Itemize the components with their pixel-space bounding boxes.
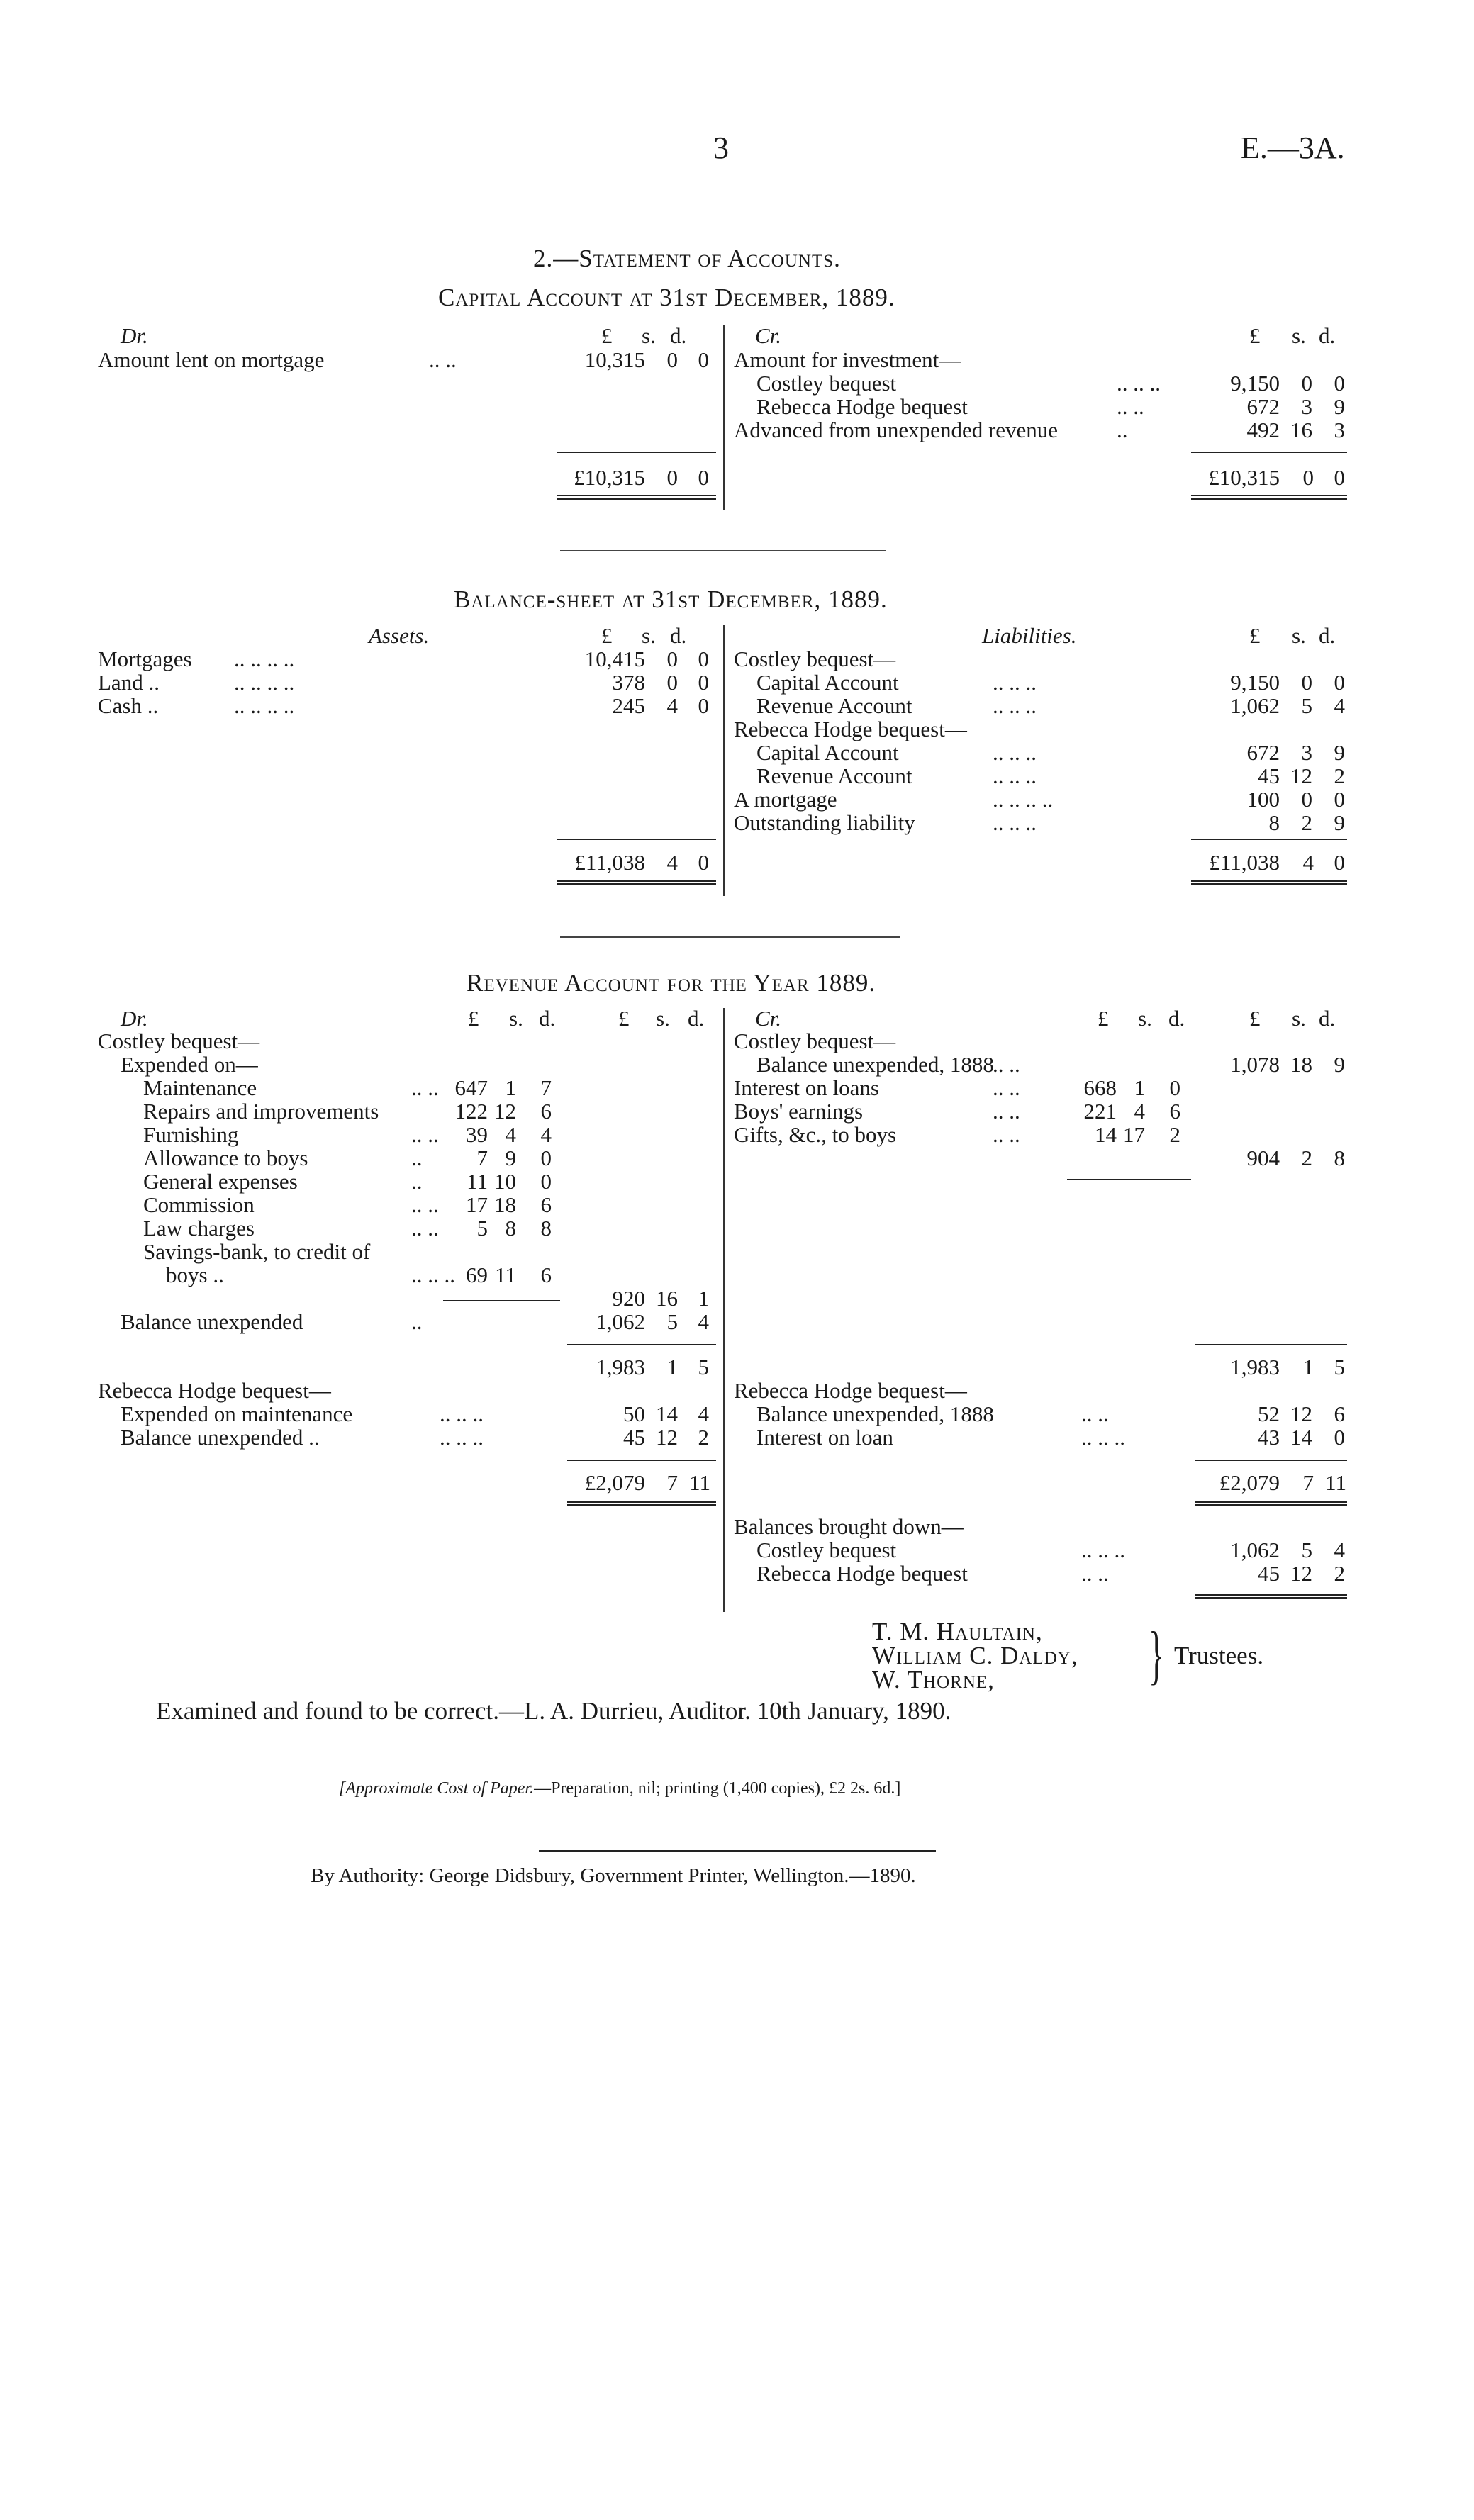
inner-pence: 0 [1169, 1075, 1180, 1100]
col-pence: d. [688, 1006, 705, 1031]
leader-dots: .. [411, 1146, 423, 1170]
leader-dots: .. .. .. .. [993, 787, 1054, 812]
trustee-name: W. Thorne, [872, 1666, 995, 1693]
capital-left-total-shillings: 0 [666, 465, 678, 490]
col-pound: £ [1098, 1006, 1109, 1031]
inner-pence: 8 [540, 1216, 552, 1241]
trustee-name: T. M. Haultain, [872, 1618, 1043, 1645]
outer-pence: 8 [1334, 1146, 1345, 1170]
leader-dots: .. .. [429, 347, 457, 372]
outer-pounds: 45 [623, 1425, 645, 1450]
row-label: Amount for investment— [734, 347, 961, 372]
outer-shillings: 12 [656, 1425, 678, 1450]
inner-pence: 6 [540, 1099, 552, 1124]
amount-pounds: 10,415 [584, 646, 645, 671]
amount-pence: 0 [698, 646, 709, 671]
col-shillings: s. [1292, 623, 1306, 648]
capital-left-double-rule [557, 495, 716, 500]
amount-pounds: 245 [612, 693, 645, 718]
cost-note-text: —Preparation, nil; printing (1,400 copies), £2 2s. 6d.] [534, 1779, 901, 1798]
inner-shillings: 1 [1134, 1075, 1145, 1100]
brought-down-double-rule [1195, 1594, 1347, 1599]
col-shillings: s. [509, 1006, 523, 1031]
outer-pounds: 50 [623, 1401, 645, 1426]
amount-pounds: 672 [1246, 740, 1280, 765]
balance-left-total-shillings: 4 [666, 850, 678, 875]
inner-pounds: 69 [466, 1262, 488, 1287]
outer-pence: 4 [698, 1401, 709, 1426]
col-pound: £ [468, 1006, 479, 1031]
inner-pounds: 39 [466, 1122, 488, 1147]
inner-pence: 6 [1169, 1099, 1180, 1124]
leader-dots: .. .. [411, 1122, 439, 1147]
leader-dots: .. .. .. [1117, 371, 1161, 396]
inner-shillings: 4 [1134, 1099, 1145, 1124]
outer-pence: 4 [1334, 1538, 1345, 1562]
footer-rule [539, 1850, 936, 1852]
amount-pounds: 672 [1246, 394, 1280, 419]
revenue-right-subtotal-shillings: 1 [1302, 1355, 1314, 1379]
outer-shillings: 5 [1301, 1538, 1312, 1562]
outer-pence: 6 [1334, 1401, 1345, 1426]
balance-right-total-pence: 0 [1334, 850, 1345, 875]
capital-title: Capital Account at 31st December, 1889. [438, 284, 895, 311]
inner-shillings: 11 [495, 1262, 516, 1287]
amount-pounds: 8 [1268, 810, 1280, 835]
outer-shillings: 18 [1290, 1052, 1312, 1077]
liabilities-label: Liabilities. [982, 623, 1077, 648]
leader-dots: .. .. .. [993, 670, 1037, 695]
revenue-left-total-shillings: 7 [666, 1470, 678, 1495]
revenue-right-sub-rule [1195, 1344, 1347, 1345]
leader-dots: .. .. .. [1081, 1425, 1125, 1450]
outer-shillings: 12 [1290, 1561, 1312, 1586]
outer-pounds: 904 [1246, 1146, 1280, 1170]
section-separator [560, 936, 900, 938]
inner-shillings: 12 [494, 1099, 516, 1124]
leader-dots: .. .. [411, 1192, 439, 1217]
row-label: Revenue Account [756, 763, 912, 788]
amount-shillings: 12 [1290, 763, 1312, 788]
inner-pounds: 647 [454, 1075, 488, 1100]
outer-pounds: 1,062 [1230, 1538, 1280, 1562]
row-label: Rebecca Hodge bequest— [98, 1378, 331, 1403]
amount-pounds: 378 [612, 670, 645, 695]
leader-dots: .. .. [993, 1122, 1020, 1147]
outer-pence: 2 [698, 1425, 709, 1450]
leader-dots: .. .. .. [440, 1425, 484, 1450]
col-shillings: s. [1292, 323, 1306, 348]
amount-shillings: 5 [1301, 693, 1312, 718]
row-label: Advanced from unexpended revenue [734, 418, 1059, 442]
leader-dots: .. .. [1117, 394, 1144, 419]
col-pence: d. [1319, 323, 1336, 348]
revenue-left-sub-rule [567, 1344, 716, 1345]
amount-pounds: 9,150 [1230, 670, 1280, 695]
amount-shillings: 3 [1301, 394, 1312, 419]
inner-pence: 0 [540, 1146, 552, 1170]
amount-pence: 4 [1334, 693, 1345, 718]
balance-right-total-pounds: £11,038 [1209, 850, 1280, 875]
revenue-right-subtotal-pounds: 1,983 [1230, 1355, 1280, 1379]
capital-right-rule [1191, 452, 1347, 453]
outer-shillings: 14 [656, 1401, 678, 1426]
revenue-left-total-pounds: £2,079 [584, 1470, 645, 1495]
leader-dots: .. .. .. [993, 740, 1037, 765]
revenue-left-double-rule [567, 1501, 716, 1506]
leader-dots: .. [411, 1169, 423, 1194]
amount-shillings: 0 [666, 670, 678, 695]
balance-right-double-rule [1191, 880, 1347, 885]
amount-shillings: 3 [1301, 740, 1312, 765]
row-label: Maintenance [143, 1075, 257, 1100]
outer-pounds: 43 [1258, 1425, 1280, 1450]
row-label: Commission [143, 1192, 255, 1217]
document-code: E.—3A. [1241, 130, 1345, 165]
row-label: Balance unexpended .. [121, 1425, 320, 1450]
leader-dots: .. .. [993, 1099, 1020, 1124]
balance-title: Balance-sheet at 31st December, 1889. [454, 586, 888, 613]
row-label: Savings-bank, to credit of [143, 1239, 371, 1264]
capital-right-total-pounds: £10,315 [1208, 465, 1280, 490]
amount-pence: 9 [1334, 394, 1345, 419]
revenue-divider [723, 1008, 725, 1612]
outer-shillings: 14 [1290, 1425, 1312, 1450]
inner-pence: 7 [540, 1075, 552, 1100]
leader-dots: .. .. [993, 1075, 1020, 1100]
outer-pence: 0 [1334, 1425, 1345, 1450]
capital-cr-label: Cr. [755, 323, 782, 348]
amount-shillings: 0 [1301, 371, 1312, 396]
inner-shillings: 10 [494, 1169, 516, 1194]
balance-left-total-pounds: £11,038 [574, 850, 645, 875]
row-label: Boys' earnings [734, 1099, 864, 1124]
row-label: Balances brought down— [734, 1514, 964, 1539]
col-pound: £ [1249, 323, 1261, 348]
authority-line: By Authority: George Didsbury, Government Printer, Wellington.—1890. [311, 1864, 916, 1887]
row-label: Costley bequest— [734, 646, 896, 671]
inner-shillings: 9 [505, 1146, 516, 1170]
leader-dots: .. [411, 1309, 423, 1334]
trustees-label: Trustees. [1174, 1642, 1264, 1669]
inner-pence: 6 [540, 1262, 552, 1287]
amount-shillings: 0 [1301, 670, 1312, 695]
trustee-name: William C. Daldy, [872, 1642, 1078, 1669]
amount-pounds: 45 [1258, 763, 1280, 788]
balance-left-total-pence: 0 [698, 850, 709, 875]
inner-shillings: 18 [494, 1192, 516, 1217]
leader-dots: .. .. .. [1081, 1538, 1125, 1562]
revenue-right-total-pounds: £2,079 [1219, 1470, 1280, 1495]
leader-dots: .. [1117, 418, 1128, 442]
outer-shillings: 12 [1290, 1401, 1312, 1426]
col-pence: d. [1319, 623, 1336, 648]
revenue-right-total-pence: 11 [1325, 1470, 1346, 1495]
leader-dots: .. .. [411, 1216, 439, 1241]
balance-divider [723, 625, 725, 896]
inner-pounds: 14 [1095, 1122, 1117, 1147]
amount-shillings: 0 [666, 347, 678, 372]
col-pence: d. [670, 323, 687, 348]
revenue-left-subtotal-pence: 5 [698, 1355, 709, 1379]
balance-right-total-shillings: 4 [1302, 850, 1314, 875]
capital-left-total-pounds: £10,315 [574, 465, 645, 490]
inner-pounds: 11 [467, 1169, 488, 1194]
inner-pounds: 668 [1083, 1075, 1117, 1100]
leader-dots: .. .. .. .. [234, 693, 295, 718]
col-shillings: s. [642, 323, 656, 348]
amount-shillings: 0 [1301, 787, 1312, 812]
inner-pence: 2 [1169, 1122, 1180, 1147]
inner-pounds: 7 [476, 1146, 488, 1170]
row-label: Expended on— [121, 1052, 258, 1077]
row-label: Furnishing [143, 1122, 239, 1147]
amount-pence: 3 [1334, 418, 1345, 442]
balance-left-double-rule [557, 880, 716, 885]
leader-dots: .. .. .. [440, 1401, 484, 1426]
outer-shillings: 16 [656, 1286, 678, 1311]
balance-right-rule [1191, 839, 1347, 840]
outer-shillings: 2 [1301, 1146, 1312, 1170]
leader-dots: .. .. .. .. [234, 646, 295, 671]
revenue-dr-label: Dr. [121, 1006, 148, 1031]
amount-pence: 9 [1334, 740, 1345, 765]
revenue-right-total-shillings: 7 [1302, 1470, 1314, 1495]
row-label: Balance unexpended, 1888 [756, 1401, 994, 1426]
row-label: Capital Account [756, 740, 899, 765]
outer-pence: 9 [1334, 1052, 1345, 1077]
brace: } [1149, 1618, 1165, 1691]
row-label: Cash .. [98, 693, 159, 718]
inner-pounds: 17 [466, 1192, 488, 1217]
row-label: Allowance to boys [143, 1146, 308, 1170]
inner-pounds: 5 [476, 1216, 488, 1241]
cost-note [339, 1779, 900, 1798]
amount-pounds: 9,150 [1230, 371, 1280, 396]
page-number: 3 [713, 130, 729, 165]
amount-shillings: 16 [1290, 418, 1312, 442]
leader-dots: .. .. [411, 1075, 439, 1100]
balance-left-rule [557, 839, 716, 840]
col-shillings: s. [656, 1006, 670, 1031]
row-label: Costley bequest— [98, 1029, 260, 1053]
col-pound: £ [1249, 1006, 1261, 1031]
col-pound: £ [601, 623, 613, 648]
statement-title: 2.—Statement of Accounts. [533, 245, 841, 272]
row-label: Gifts, &c., to boys [734, 1122, 897, 1147]
row-label: Repairs and improvements [143, 1099, 379, 1124]
amount-pounds: 492 [1246, 418, 1280, 442]
capital-right-total-shillings: 0 [1302, 465, 1314, 490]
col-pound: £ [601, 323, 613, 348]
col-pound: £ [618, 1006, 630, 1031]
amount-pence: 9 [1334, 810, 1345, 835]
row-label: Rebecca Hodge bequest— [734, 717, 967, 741]
row-label: Costley bequest [756, 371, 897, 396]
leader-dots: .. .. [993, 1052, 1020, 1077]
leader-dots: .. .. .. [993, 810, 1037, 835]
leader-dots: .. .. .. [411, 1262, 455, 1287]
row-label: Expended on maintenance [121, 1401, 353, 1426]
row-label: Balance unexpended, 1888 [756, 1052, 994, 1077]
row-label: Costley bequest [756, 1538, 897, 1562]
col-pound: £ [1249, 623, 1261, 648]
revenue-cr-label: Cr. [755, 1006, 782, 1031]
capital-left-rule [557, 452, 716, 453]
leader-dots: .. .. .. [993, 693, 1037, 718]
outer-pence: 2 [1334, 1561, 1345, 1586]
amount-pence: 0 [1334, 371, 1345, 396]
outer-pence: 4 [698, 1309, 709, 1334]
amount-pence: 2 [1334, 763, 1345, 788]
row-label: Rebecca Hodge bequest [756, 394, 968, 419]
amount-shillings: 0 [666, 646, 678, 671]
amount-shillings: 4 [666, 693, 678, 718]
col-pence: d. [1168, 1006, 1185, 1031]
row-label: Costley bequest— [734, 1029, 896, 1053]
row-label: Mortgages [98, 646, 192, 671]
amount-pence: 0 [698, 347, 709, 372]
row-label: A mortgage [734, 787, 837, 812]
inner-pence: 6 [540, 1192, 552, 1217]
row-label: General expenses [143, 1169, 298, 1194]
leader-dots: .. .. [1081, 1401, 1109, 1426]
amount-pounds: 100 [1246, 787, 1280, 812]
inner-shillings: 1 [505, 1075, 516, 1100]
inner-shillings: 4 [505, 1122, 516, 1147]
inner-pence: 4 [540, 1122, 552, 1147]
amount-shillings: 2 [1301, 810, 1312, 835]
row-label: Revenue Account [756, 693, 912, 718]
row-label: Outstanding liability [734, 810, 915, 835]
row-label: Balance unexpended [121, 1309, 303, 1334]
outer-pounds: 52 [1258, 1401, 1280, 1426]
row-label: Land .. [98, 670, 160, 695]
outer-pounds: 1,062 [596, 1309, 645, 1334]
row-label: Interest on loans [734, 1075, 879, 1100]
amount-pence: 0 [698, 693, 709, 718]
amount-pence: 0 [698, 670, 709, 695]
row-label: Interest on loan [756, 1425, 893, 1450]
capital-divider [723, 325, 725, 510]
revenue-left-inner-rule [443, 1300, 560, 1301]
revenue-left-total-rule [567, 1460, 716, 1461]
col-pence: d. [670, 623, 687, 648]
col-shillings: s. [1138, 1006, 1152, 1031]
row-label: Law charges [143, 1216, 255, 1241]
revenue-left-subtotal-shillings: 1 [666, 1355, 678, 1379]
section-separator [560, 550, 886, 551]
inner-pounds: 122 [454, 1099, 488, 1124]
outer-pounds: 920 [612, 1286, 645, 1311]
col-pence: d. [539, 1006, 556, 1031]
assets-label: Assets. [369, 623, 430, 648]
leader-dots: .. .. .. .. [234, 670, 295, 695]
revenue-left-total-pence: 11 [689, 1470, 710, 1495]
cost-note-label: [Approximate Cost of Paper. [339, 1779, 535, 1798]
revenue-title: Revenue Account for the Year 1889. [467, 969, 876, 997]
col-shillings: s. [642, 623, 656, 648]
revenue-right-subtotal-pence: 5 [1334, 1355, 1345, 1379]
inner-shillings: 8 [505, 1216, 516, 1241]
inner-pence: 0 [540, 1169, 552, 1194]
outer-pence: 1 [698, 1286, 709, 1311]
amount-pence: 0 [1334, 787, 1345, 812]
row-label: Rebecca Hodge bequest— [734, 1378, 967, 1403]
auditor-statement: Examined and found to be correct.—L. A. Durrieu, Auditor. 10th January, 1890. [156, 1697, 951, 1725]
capital-right-total-pence: 0 [1334, 465, 1345, 490]
row-label: Amount lent on mortgage [98, 347, 325, 372]
outer-pounds: 45 [1258, 1561, 1280, 1586]
capital-dr-label: Dr. [121, 323, 148, 348]
row-label: Capital Account [756, 670, 899, 695]
amount-pounds: 10,315 [584, 347, 645, 372]
leader-dots: .. .. [1081, 1561, 1109, 1586]
amount-pence: 0 [1334, 670, 1345, 695]
outer-shillings: 5 [666, 1309, 678, 1334]
row-label: boys .. [166, 1262, 224, 1287]
col-shillings: s. [1292, 1006, 1306, 1031]
amount-pounds: 1,062 [1230, 693, 1280, 718]
revenue-right-total-rule [1195, 1460, 1347, 1461]
revenue-left-subtotal-pounds: 1,983 [596, 1355, 645, 1379]
revenue-right-inner-rule [1067, 1179, 1191, 1180]
capital-left-total-pence: 0 [698, 465, 709, 490]
row-label: Rebecca Hodge bequest [756, 1561, 968, 1586]
inner-pounds: 221 [1083, 1099, 1117, 1124]
capital-right-double-rule [1191, 495, 1347, 500]
revenue-right-double-rule [1195, 1501, 1347, 1506]
leader-dots: .. .. .. [993, 763, 1037, 788]
outer-pounds: 1,078 [1230, 1052, 1280, 1077]
col-pence: d. [1319, 1006, 1336, 1031]
inner-shillings: 17 [1123, 1122, 1145, 1147]
